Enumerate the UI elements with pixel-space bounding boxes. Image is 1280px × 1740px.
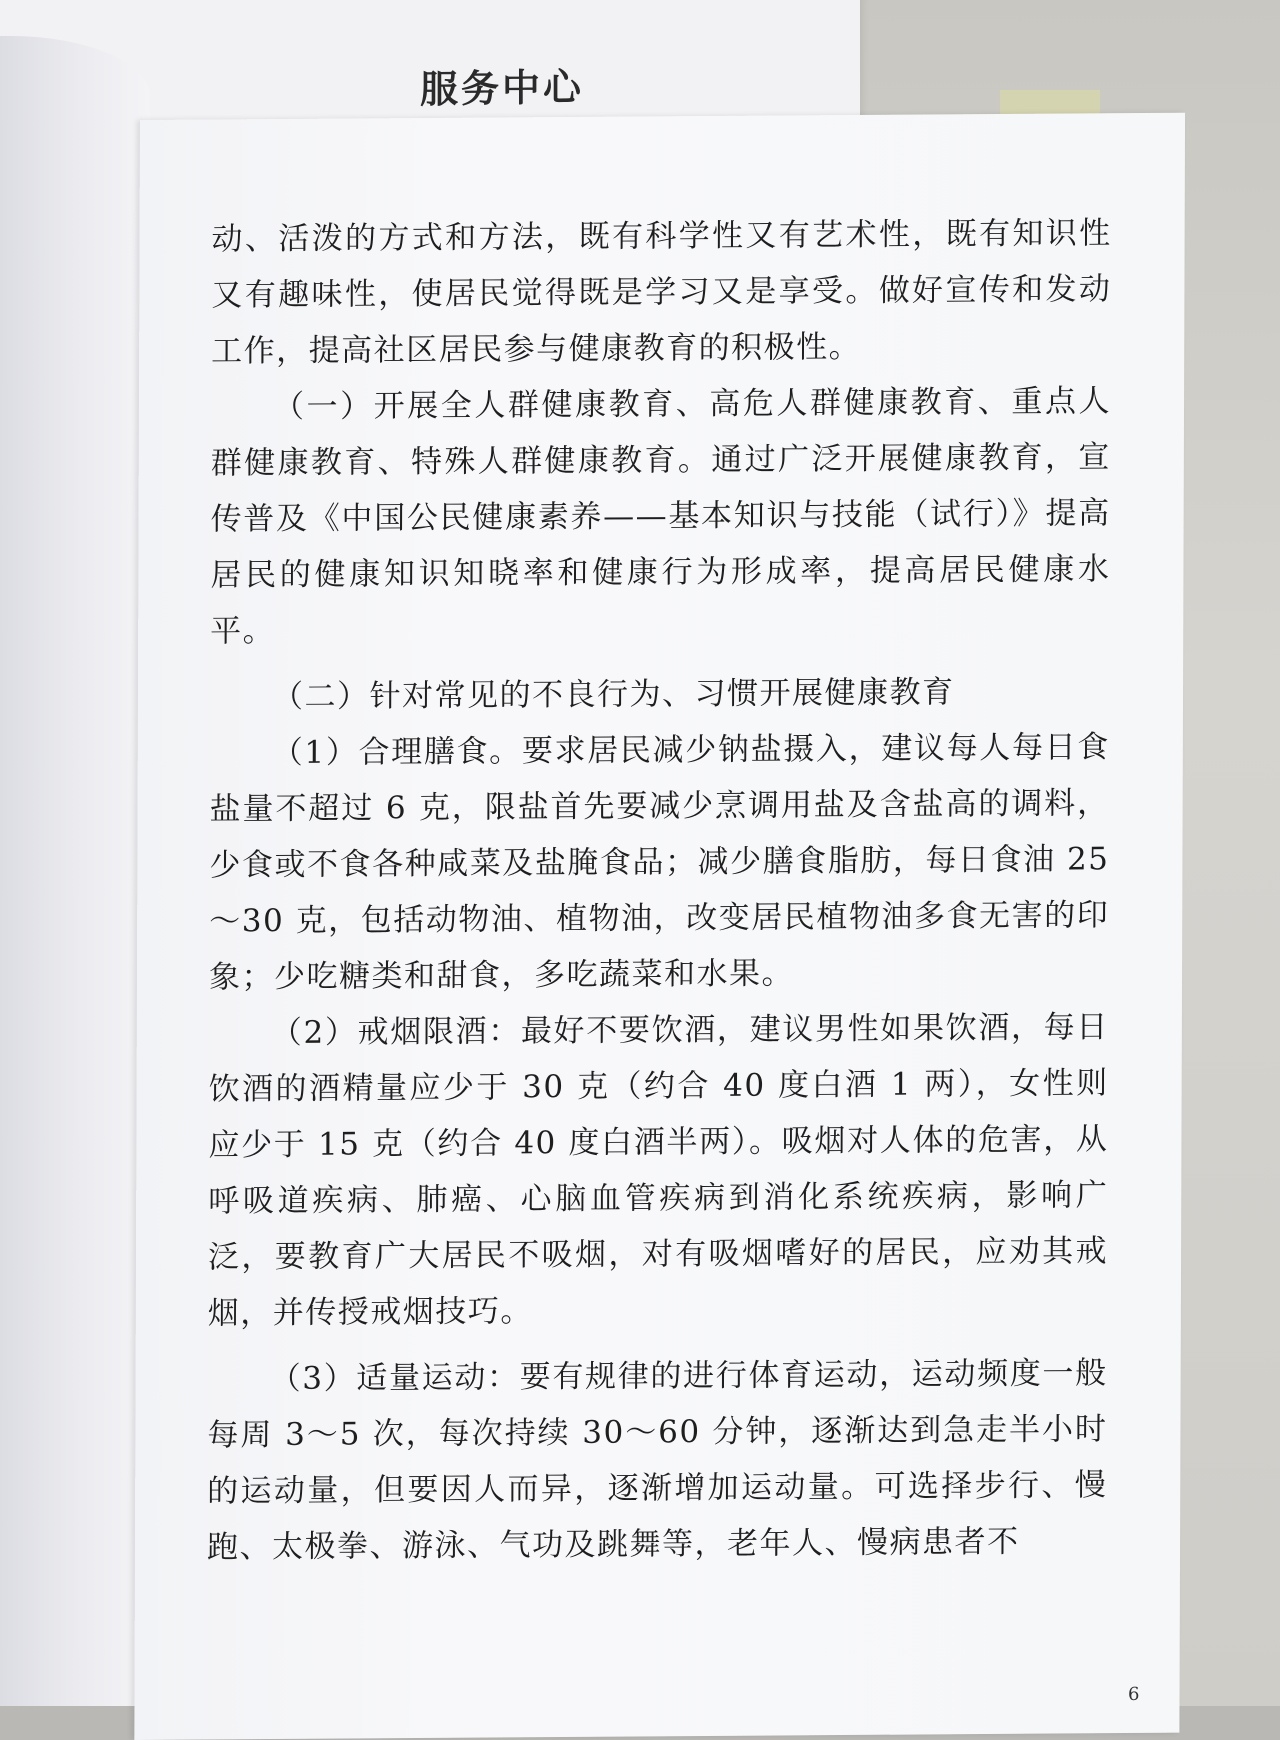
document-page: [134, 113, 1185, 1740]
facing-page-edge: [0, 36, 150, 1706]
paragraph-item-3-exercise: （3）适量运动：要有规律的进行体育运动，运动频度一般每周 3～5 次，每次持续 30～60 分钟，逐渐达到急走半小时的运动量，但要因人而异，逐渐增加运动量。可选择步行、慢跑、太极拳、游泳、气功及跳舞等，老年人、慢病患者不: [206, 1355, 1108, 1566]
sticky-tab: [1000, 90, 1100, 114]
page-number: 6: [1128, 1683, 1140, 1706]
paragraph-item-2-smoking-drinking: （2）戒烟限酒：最好不要饮酒，建议男性如果饮酒，每日饮酒的酒精量应少于 30 克（约合 40 度白酒 1 两），女性则应少于 15 克（约合 40 度白酒半两）。吸烟对人体的危害，从呼吸道疾病、肺癌、心脑血管疾病到消化系统疾病，影响广泛，要教育广大居民不吸烟，对有吸烟嗜好的居民，应劝其戒烟，并传授戒烟技巧。: [207, 1009, 1109, 1332]
paragraph-section-1: （一）开展全人群健康教育、高危人群健康教育、重点人群健康教育、特殊人群健康教育。通过广泛开展健康教育，宣传普及《中国公民健康素养——基本知识与技能（试行）》提高居民的健康知识知晓率和健康行为形成率，提高居民健康水平。: [210, 383, 1112, 650]
paragraph-item-1-diet: （1）合理膳食。要求居民减少钠盐摄入，建议每人每日食盐量不超过 6 克，限盐首先要减少烹调用盐及含盐高的调料，少食或不食各种咸菜及盐腌食品；减少膳食脂肪，每日食油 25～30 克，包括动物油、植物油，改变居民植物油多食无害的印象；少吃糖类和甜食，多吃蔬菜和水果。: [208, 729, 1110, 996]
background-sheet-title: 服务中心: [420, 64, 585, 112]
page-body: [207, 205, 1112, 1575]
paragraph-section-2-heading: （二）针对常见的不良行为、习惯开展健康教育: [271, 674, 955, 716]
paragraph-continuation: 动、活泼的方式和方法，既有科学性又有艺术性，既有知识性又有趣味性，使居民觉得既是学习又是享受。做好宣传和发动工作，提高社区居民参与健康教育的积极性。: [211, 215, 1112, 370]
